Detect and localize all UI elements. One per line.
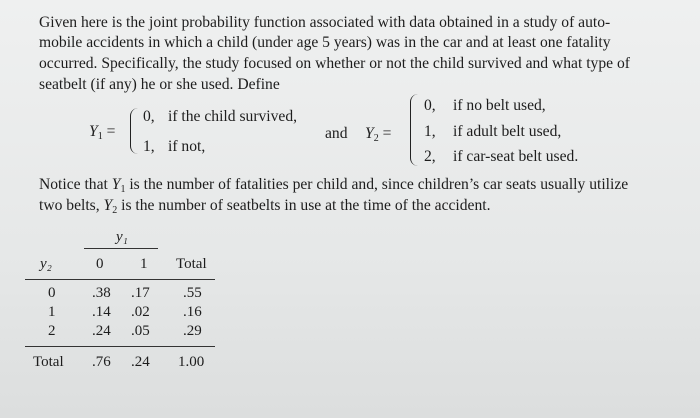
- notice-line-1: Notice that $Y_1$ is the number of fatalities per child and, since children’s car seats usually utilize: [39, 176, 629, 195]
- cell-2-1: .05: [131, 323, 150, 339]
- y2-left-brace: [410, 94, 419, 166]
- row-label-1: 1: [48, 304, 56, 320]
- cell-1-0: .14: [92, 304, 111, 320]
- y1-case-1-text: if not,: [168, 138, 206, 155]
- y2-case-0-text: if no belt used,: [453, 97, 546, 114]
- row-label-0: 0: [48, 285, 56, 301]
- cell-2-0: .24: [92, 323, 111, 339]
- intro-line-4: seatbelt (if any) he or she used. Define: [39, 76, 280, 93]
- cell-0-1: .17: [131, 285, 150, 301]
- y1-case-0-value: 0,: [143, 108, 155, 125]
- y1-case-0-text: if the child survived,: [168, 108, 298, 125]
- y2-case-1-text: if adult belt used,: [453, 123, 562, 140]
- row-variable-label: y₂: [40, 256, 52, 272]
- row-label-2: 2: [48, 323, 56, 339]
- total-cell-0: .76: [92, 354, 111, 370]
- y2-case-2-value: 2,: [424, 148, 436, 165]
- col-header-1: 1: [140, 256, 148, 272]
- y1-symbol: $Y_1$ =: [89, 123, 116, 142]
- col-variable-label: y₁: [116, 229, 128, 245]
- intro-line-3: occurred. Specifically, the study focused on whether or not the child survived and what type of: [39, 55, 630, 72]
- y2-symbol: $Y_2$ =: [365, 125, 392, 144]
- col-header-total: Total: [176, 256, 207, 272]
- y2-case-1-value: 1,: [424, 123, 436, 140]
- col-header-0: 0: [96, 256, 104, 272]
- cell-1-1: .02: [131, 304, 150, 320]
- grand-total: 1.00: [178, 354, 205, 370]
- header-rule: [25, 279, 215, 280]
- row-total-1: .16: [183, 304, 202, 320]
- cell-0-0: .38: [92, 285, 111, 301]
- col-header-rule: [84, 248, 158, 249]
- intro-line-2: mobile accidents in which a child (under age 5 years) was in the car and at least one fatality: [39, 34, 611, 51]
- y1-left-brace: [130, 108, 139, 154]
- total-rule: [25, 346, 215, 347]
- total-row-label: Total: [33, 354, 64, 370]
- row-total-2: .29: [183, 323, 202, 339]
- intro-line-1: Given here is the joint probability function associated with data obtained in a study of auto-: [39, 14, 611, 31]
- notice-line-2: two belts, $Y_2$ is the number of seatbelts in use at the time of the accident.: [39, 197, 491, 216]
- and-connector: and: [325, 125, 348, 142]
- total-cell-1: .24: [131, 354, 150, 370]
- row-total-0: .55: [183, 285, 202, 301]
- y2-case-0-value: 0,: [424, 97, 436, 114]
- y1-case-1-value: 1,: [143, 138, 155, 155]
- y2-case-2-text: if car-seat belt used.: [453, 148, 579, 165]
